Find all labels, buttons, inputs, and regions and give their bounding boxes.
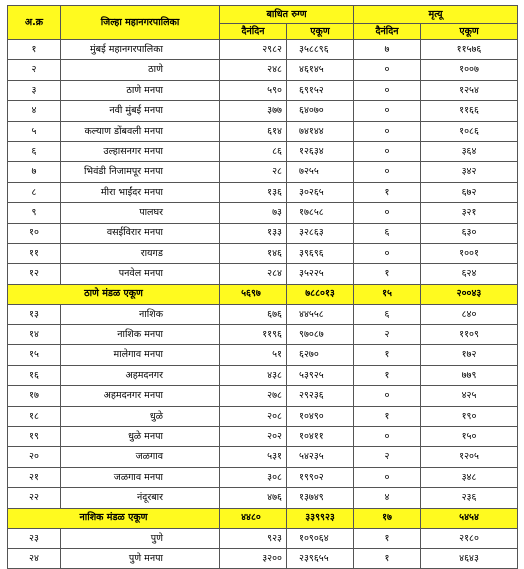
total-deaths-cell: ११५७६ [421,40,518,60]
subtotal-daily-deaths: १७ [354,508,421,528]
district-name-cell: मालेगाव मनपा [61,345,220,365]
district-name-cell: वसईविरार मनपा [61,223,220,243]
serial-cell: २ [8,60,61,80]
total-deaths-cell: १२५४ [421,80,518,100]
daily-deaths-cell: ० [354,162,421,182]
daily-cases-cell: २८४ [220,264,287,284]
total-cases-cell: ५३९२५ [287,365,354,385]
header-cases-group: बाधित रुग्ण [220,6,354,24]
daily-deaths-cell: ० [354,386,421,406]
total-deaths-cell: ६२४ [421,264,518,284]
total-cases-cell: ३२८६३ [287,223,354,243]
district-name-cell: नाशिक मनपा [61,325,220,345]
daily-deaths-cell: ४ [354,488,421,508]
total-cases-cell: ६४०७० [287,101,354,121]
serial-cell: १९ [8,427,61,447]
table-row [8,488,518,508]
subtotal-total-deaths: २००४३ [421,284,518,304]
total-cases-cell: ५४२३५ [287,447,354,467]
table-row [8,264,518,284]
table-row [8,223,518,243]
district-name-cell: रायगड [61,243,220,263]
district-name-cell: नवी मुंबई मनपा [61,101,220,121]
district-name-cell: कल्याण डोंबवली मनपा [61,121,220,141]
daily-deaths-cell: ० [354,467,421,487]
daily-cases-cell: ५३१ [220,447,287,467]
daily-cases-cell: १४६ [220,243,287,263]
header-total-deaths: एकूण [421,24,518,40]
table-row [8,101,518,121]
total-cases-cell: ३५८८९६ [287,40,354,60]
serial-cell: १ [8,40,61,60]
daily-cases-cell: ५९० [220,80,287,100]
daily-cases-cell: ११९६ [220,325,287,345]
table-row [8,182,518,202]
serial-cell: १८ [8,406,61,426]
serial-cell: १७ [8,386,61,406]
serial-cell: १४ [8,325,61,345]
daily-cases-cell: २९८२ [220,40,287,60]
subtotal-total-deaths: ५४५४ [421,508,518,528]
total-deaths-cell: १००१ [421,243,518,263]
daily-cases-cell: १३३ [220,223,287,243]
district-name-cell: पालघर [61,203,220,223]
subtotal-row [8,508,518,528]
district-name-cell: पुणे [61,528,220,548]
daily-cases-cell: ३२०० [220,548,287,568]
daily-deaths-cell: १ [354,182,421,202]
table-row [8,141,518,161]
serial-cell: १० [8,223,61,243]
serial-cell: २२ [8,488,61,508]
total-deaths-cell: ६३० [421,223,518,243]
daily-cases-cell: ४३८ [220,365,287,385]
total-cases-cell: ६९१५२ [287,80,354,100]
serial-cell: ४ [8,101,61,121]
covid-district-table [7,5,518,569]
table-row [8,80,518,100]
daily-cases-cell: ८६ [220,141,287,161]
total-deaths-cell: ११०९ [421,325,518,345]
total-deaths-cell: १७२ [421,345,518,365]
total-cases-cell: ६२७० [287,345,354,365]
table-row [8,162,518,182]
total-cases-cell: ३०२६५ [287,182,354,202]
header-serial: अ.क्र [8,6,61,40]
daily-cases-cell: ७३ [220,203,287,223]
daily-deaths-cell: २ [354,325,421,345]
total-deaths-cell: ३६४ [421,141,518,161]
total-cases-cell: १०४९० [287,406,354,426]
total-deaths-cell: ७७९ [421,365,518,385]
subtotal-row [8,284,518,304]
total-deaths-cell: २३६ [421,488,518,508]
district-name-cell: नंदूरबार [61,488,220,508]
daily-deaths-cell: २ [354,447,421,467]
district-name-cell: भिवंडी निजामपूर मनपा [61,162,220,182]
table-row [8,304,518,324]
district-name-cell: ठाणे मनपा [61,80,220,100]
total-cases-cell: ३९६९६ [287,243,354,263]
total-cases-cell: २९२३६ [287,386,354,406]
table-row [8,40,518,60]
table-row [8,345,518,365]
daily-deaths-cell: १ [354,548,421,568]
serial-cell: २० [8,447,61,467]
daily-cases-cell: २७८ [220,386,287,406]
header-row-top [8,6,518,24]
daily-deaths-cell: १ [354,264,421,284]
daily-deaths-cell: ० [354,80,421,100]
total-cases-cell: १०४११ [287,427,354,447]
serial-cell: ६ [8,141,61,161]
total-deaths-cell: १५० [421,427,518,447]
table-row [8,406,518,426]
district-name-cell: धुळे [61,406,220,426]
header-daily-deaths: दैनंदिन [354,24,421,40]
daily-cases-cell: ९२३ [220,528,287,548]
daily-deaths-cell: ० [354,60,421,80]
daily-deaths-cell: ७ [354,40,421,60]
header-deaths-group: मृत्यू [354,6,518,24]
serial-cell: २३ [8,528,61,548]
district-name-cell: जळगाव [61,447,220,467]
serial-cell: २१ [8,467,61,487]
serial-cell: १३ [8,304,61,324]
table-row [8,243,518,263]
table-row [8,60,518,80]
header-district: जिल्हा महानगरपालिका [61,6,220,40]
table-row [8,427,518,447]
subtotal-total-cases: ७८८०१३ [287,284,354,304]
total-deaths-cell: ८४० [421,304,518,324]
subtotal-label: नाशिक मंडळ एकूण [8,508,220,528]
total-cases-cell: ७२५५ [287,162,354,182]
daily-deaths-cell: ६ [354,223,421,243]
serial-cell: ११ [8,243,61,263]
total-cases-cell: ४६१४५ [287,60,354,80]
total-cases-cell: ३५२२५ [287,264,354,284]
daily-deaths-cell: ० [354,101,421,121]
daily-deaths-cell: १ [354,345,421,365]
total-deaths-cell: १००७ [421,60,518,80]
total-deaths-cell: ६७२ [421,182,518,202]
daily-deaths-cell: ० [354,427,421,447]
district-name-cell: पनवेल मनपा [61,264,220,284]
district-name-cell: अहमदनगर मनपा [61,386,220,406]
serial-cell: १६ [8,365,61,385]
district-name-cell: धुळे मनपा [61,427,220,447]
serial-cell: १२ [8,264,61,284]
daily-cases-cell: २०८ [220,406,287,426]
district-name-cell: अहमदनगर [61,365,220,385]
total-deaths-cell: १९० [421,406,518,426]
subtotal-daily-cases: ५६९७ [220,284,287,304]
total-deaths-cell: ३४२ [421,162,518,182]
daily-cases-cell: २४८ [220,60,287,80]
serial-cell: १५ [8,345,61,365]
serial-cell: ७ [8,162,61,182]
district-name-cell: नाशिक [61,304,220,324]
daily-cases-cell: ३७७ [220,101,287,121]
table-row [8,203,518,223]
total-cases-cell: २३९६५५ [287,548,354,568]
daily-cases-cell: ५१ [220,345,287,365]
subtotal-label: ठाणे मंडळ एकूण [8,284,220,304]
daily-cases-cell: ६७६ [220,304,287,324]
district-name-cell: ठाणे [61,60,220,80]
district-name-cell: मीरा भाईंदर मनपा [61,182,220,202]
total-cases-cell: ९७०८७ [287,325,354,345]
daily-deaths-cell: ० [354,243,421,263]
total-cases-cell: १०९०६४ [287,528,354,548]
total-cases-cell: १७८५८ [287,203,354,223]
header-total-cases: एकूण [287,24,354,40]
subtotal-daily-deaths: १५ [354,284,421,304]
daily-deaths-cell: ६ [354,304,421,324]
daily-cases-cell: १३६ [220,182,287,202]
district-name-cell: पुणे मनपा [61,548,220,568]
serial-cell: ५ [8,121,61,141]
table-row [8,386,518,406]
district-name-cell: उल्हासनगर मनपा [61,141,220,161]
table-row [8,121,518,141]
table-row [8,365,518,385]
total-cases-cell: १२६३४ [287,141,354,161]
daily-deaths-cell: ० [354,121,421,141]
daily-cases-cell: ६१४ [220,121,287,141]
total-deaths-cell: ११६६ [421,101,518,121]
subtotal-total-cases: ३३९९२३ [287,508,354,528]
district-name-cell: जळगाव मनपा [61,467,220,487]
total-deaths-cell: २१८० [421,528,518,548]
subtotal-daily-cases: ४४८० [220,508,287,528]
total-deaths-cell: ४६४३ [421,548,518,568]
daily-cases-cell: २८ [220,162,287,182]
daily-cases-cell: ३०८ [220,467,287,487]
district-name-cell: मुंबई महानगरपालिका [61,40,220,60]
serial-cell: २४ [8,548,61,568]
total-cases-cell: ४४५५८ [287,304,354,324]
daily-deaths-cell: ० [354,203,421,223]
serial-cell: ३ [8,80,61,100]
total-cases-cell: १३७४९ [287,488,354,508]
serial-cell: ८ [8,182,61,202]
total-cases-cell: ७४१४४ [287,121,354,141]
table-row [8,467,518,487]
total-deaths-cell: ४२५ [421,386,518,406]
daily-cases-cell: २०२ [220,427,287,447]
header-daily-cases: दैनंदिन [220,24,287,40]
table-row [8,548,518,568]
daily-deaths-cell: ० [354,141,421,161]
table-row [8,528,518,548]
total-cases-cell: १९९०२ [287,467,354,487]
total-deaths-cell: ३४८ [421,467,518,487]
serial-cell: ९ [8,203,61,223]
total-deaths-cell: ३२१ [421,203,518,223]
table-row [8,447,518,467]
total-deaths-cell: १२०५ [421,447,518,467]
daily-deaths-cell: १ [354,528,421,548]
daily-deaths-cell: १ [354,406,421,426]
total-deaths-cell: १०८६ [421,121,518,141]
daily-cases-cell: ४७६ [220,488,287,508]
table-row [8,325,518,345]
daily-deaths-cell: १ [354,365,421,385]
